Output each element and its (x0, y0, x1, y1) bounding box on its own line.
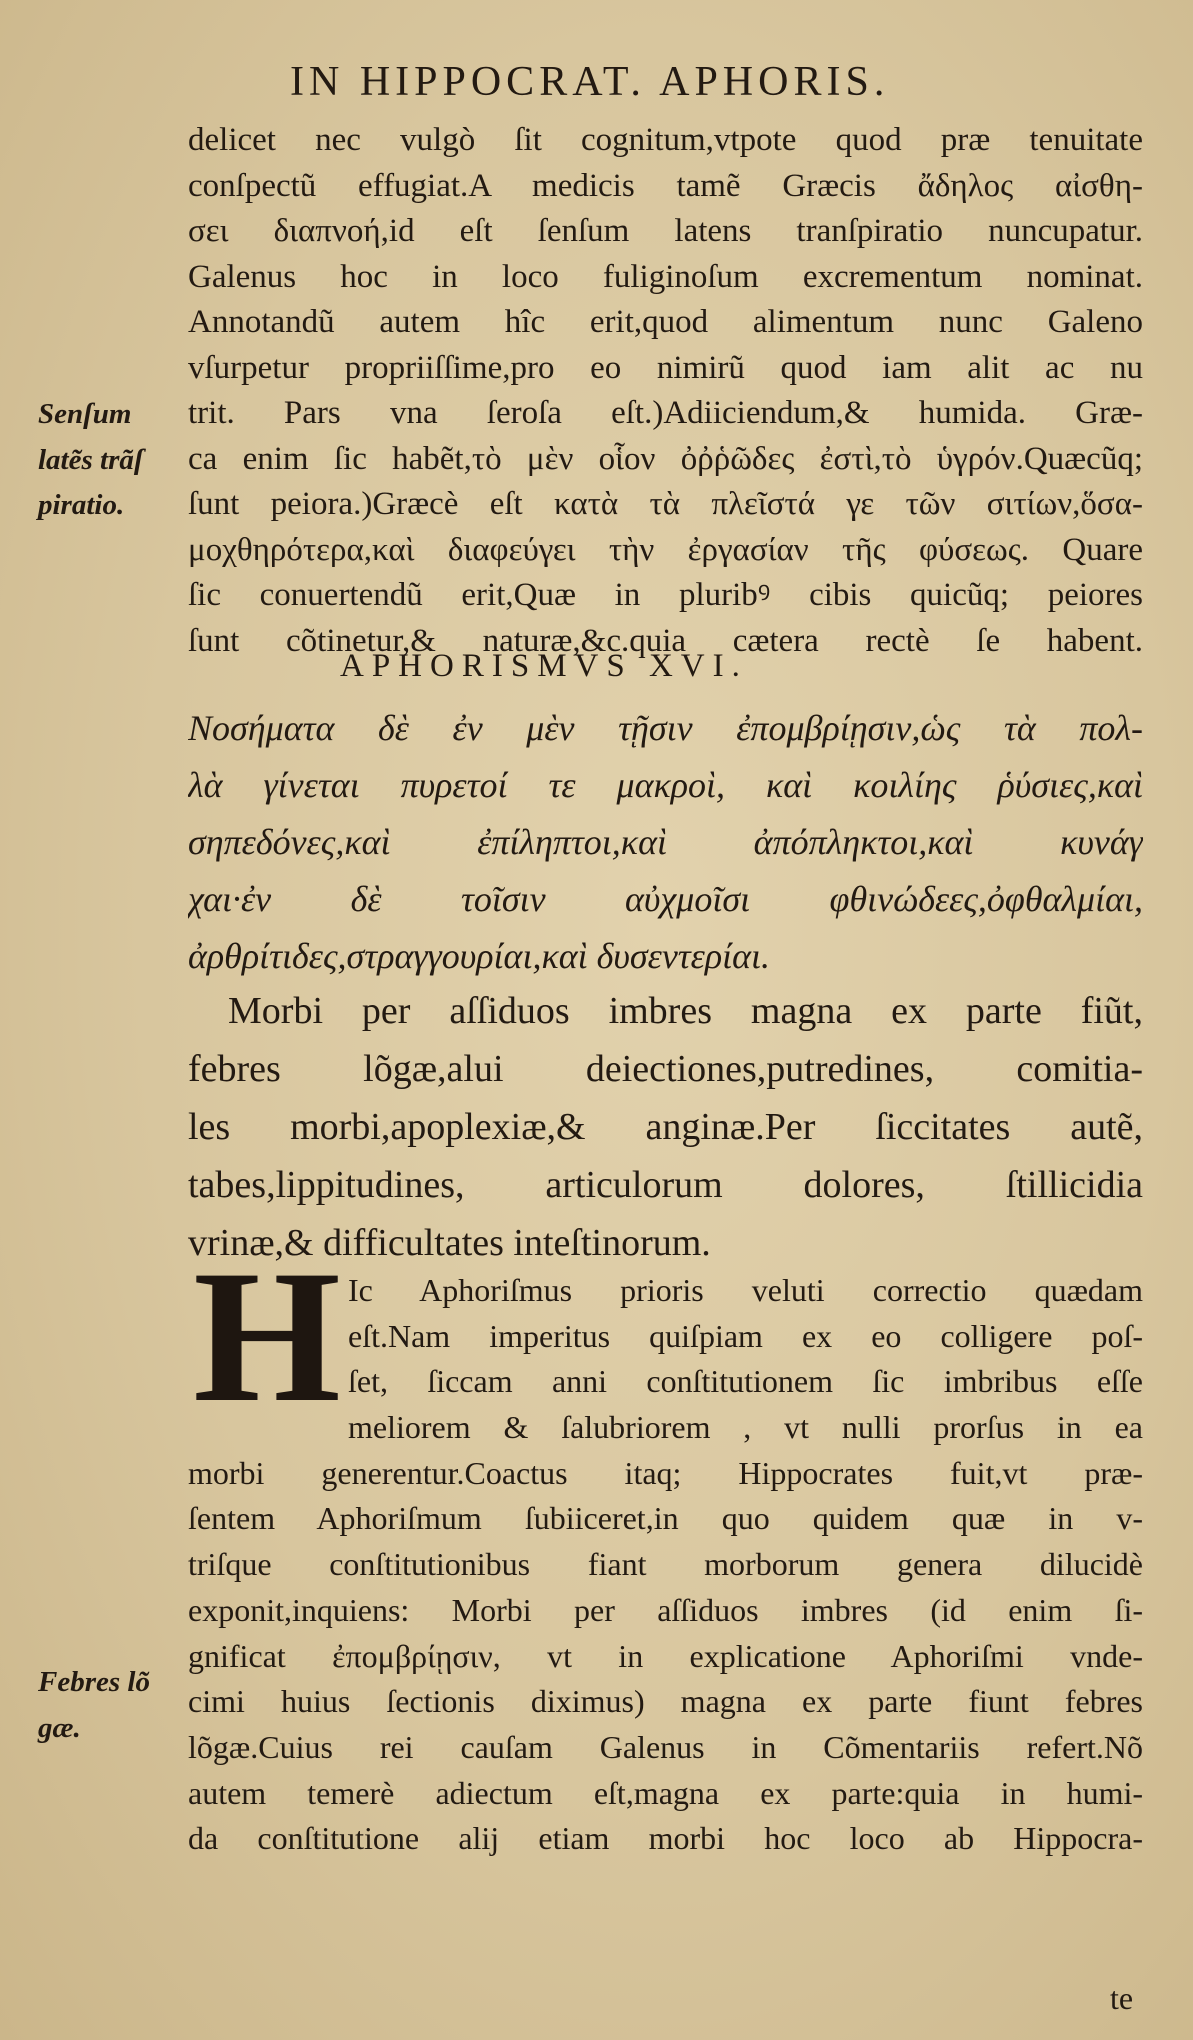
text-line: eſt.Nam imperitus quiſpiam ex eo colligere poſ- (348, 1317, 1143, 1354)
text-line: delicet nec vulgò ſit cognitum,vtpote quod præ tenuitate (188, 122, 1143, 158)
text-line: ſet, ſiccam anni conſtitutionem ſic imbribus eſſe (348, 1363, 1143, 1400)
catchword: te (1110, 1980, 1134, 2016)
latin-line: les morbi,apoplexiæ,& anginæ.Per ſiccitates autẽ, (188, 1106, 1143, 1148)
margin-note-line: gæ. (38, 1711, 81, 1744)
margin-note-sensum-latens (38, 392, 144, 529)
text-line: ſunt cõtinetur,& naturæ,&c.quia cætera rectè ſe habent. (188, 622, 1143, 659)
latin-line: Morbi per aſſiduos imbres magna ex parte fiũt, (228, 990, 1143, 1032)
margin-note-febres-longae (38, 1660, 150, 1751)
text-line: exponit,inquiens: Morbi per aſſiduos imbres (id enim ſi- (188, 1591, 1143, 1628)
running-title: IN HIPPOCRAT. APHORIS. (290, 59, 890, 105)
text-line: triſque conſtitutionibus fiant morborum genera dilucidè (188, 1546, 1143, 1583)
margin-note-line: Febres lõ (38, 1666, 150, 1698)
latin-line: febres lõgæ,alui deiectiones,putredines, comitia- (188, 1048, 1143, 1090)
greek-line: λὰ γίνεται πυρετοί τε μακροὶ, καὶ κοιλίης ῥύσιες,καὶ (188, 765, 1143, 805)
text-line: vſurpetur propriiſſime,pro eo nimirũ quod iam alit ac nu (188, 349, 1143, 386)
text-line: morbi generentur.Coactus itaq; Hippocrates fuit,vt præ- (188, 1454, 1143, 1491)
text-line: ſic conuertendũ erit,Quæ in pluribꝰ cibis quicũq; peiores (188, 577, 1143, 613)
text-line: da conſtitutione alij etiam morbi hoc loco ab Hippocra- (188, 1820, 1143, 1857)
latin-line: vrinæ,& difficultates inteſtinorum. (188, 1222, 711, 1264)
text-line: autem temerè adiectum eſt,magna ex parte:quia in humi- (188, 1774, 1143, 1811)
margin-note-line: Senſum (38, 398, 132, 430)
greek-line: χαι·ἐν δὲ τοῖσιν αὐχμοῖσι φθινώδεες,ὀφθαλμίαι, (188, 879, 1143, 919)
commentary-section-1 (188, 118, 1143, 664)
text-line: μοχθηρότερα,καὶ διαφεύγει τὴν ἐργασίαν τῆς φύσεως. Quare (188, 531, 1143, 568)
greek-aphorism (188, 700, 1143, 985)
drop-cap-initial: H (193, 1232, 341, 1442)
margin-note-line: latẽs trãſ (38, 443, 144, 476)
greek-line: ἀρθρίτιδες,στραγγουρίαι,καὶ δυσεντερίαι. (188, 936, 771, 976)
text-line: ſunt peiora.)Græcè eſt κατὰ τὰ πλεῖστά γε τῶν σιτίων,ὅσα- (188, 486, 1143, 522)
latin-line: tabes,lippitudines, articulorum dolores, ſtillicidia (188, 1164, 1143, 1206)
text-line: trit. Pars vna ſeroſa eſt.)Adiiciendum,& humida. Græ- (188, 395, 1143, 431)
text-line: Annotandũ autem hîc erit,quod alimentum nunc Galeno (188, 304, 1143, 340)
text-line: meliorem & ſalubriorem , vt nulli prorſus in ea (348, 1409, 1143, 1446)
aphorism-heading: APHORISMVS XVI. (340, 648, 748, 684)
text-line: cimi huius ſectionis diximus) magna ex parte fiunt febres (188, 1683, 1143, 1720)
text-line: conſpectũ effugiat.A medicis tamẽ Græcis ἄδηλος αἰσθη- (188, 167, 1143, 204)
text-line: ca enim ſic habẽt,τὸ μὲν οἷον ὀῤῥῶδες ἐστὶ,τὸ ὑγρόν.Quæcũq; (188, 440, 1143, 477)
greek-line: Νοσήματα δὲ ἐν μὲν τῇσιν ἐπομβρίῃσιν,ὡς τὰ πολ- (188, 708, 1143, 748)
text-line: σει διαπνοή,id eſt ſenſum latens tranſpiratio nuncupatur. (188, 213, 1143, 249)
text-line: gnificat ἐπομβρίῃσιν, vt in explicatione Aphoriſmi vnde- (188, 1637, 1143, 1674)
greek-line: σηπεδόνες,καὶ ἐπίληπτοι,καὶ ἀπόπληκτοι,καὶ κυνάγ (188, 822, 1143, 862)
text-line: Galenus hoc in loco fuliginoſum excrementum nominat. (188, 258, 1143, 295)
latin-aphorism (188, 982, 1143, 1272)
margin-note-line: piratio. (38, 489, 125, 521)
text-line: ſentem Aphoriſmum ſubiiceret,in quo quidem quæ in v- (188, 1500, 1143, 1537)
text-line: Ic Aphoriſmus prioris veluti correctio quædam (348, 1272, 1143, 1308)
text-line: lõgæ.Cuius rei cauſam Galenus in Cõmentariis refert.Nõ (188, 1728, 1143, 1765)
commentary-section-2 (188, 1268, 1143, 1862)
